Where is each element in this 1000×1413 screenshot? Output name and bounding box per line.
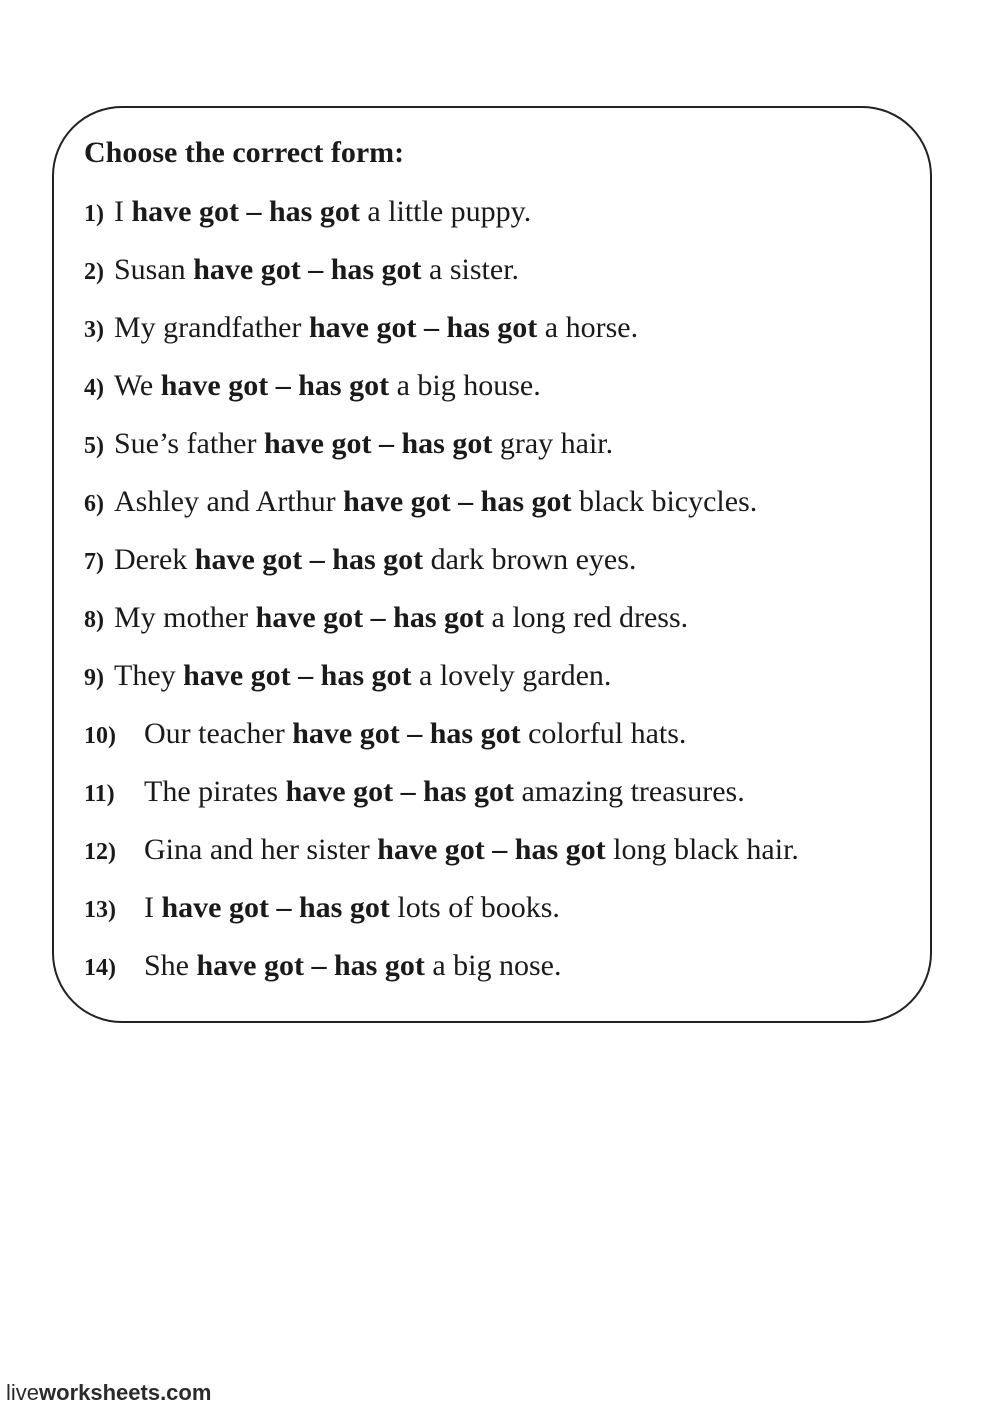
logo-bold-text: worksheets.com: [39, 1380, 212, 1405]
option-has-got[interactable]: has got: [334, 949, 425, 982]
sentence-start: The pirates: [144, 775, 279, 808]
sentence-end: a big house.: [396, 369, 541, 402]
exercise-item: [84, 540, 799, 598]
sentence-start: Sue’s father: [114, 427, 257, 460]
option-separator: –: [458, 485, 474, 518]
option-separator: –: [246, 195, 262, 228]
sentence-end: long black hair.: [613, 833, 799, 866]
option-separator: –: [370, 601, 386, 634]
option-has-got[interactable]: has got: [299, 891, 390, 924]
liveworksheets-logo: [6, 1380, 211, 1406]
item-number: 6): [84, 491, 104, 517]
item-number: 4): [84, 375, 104, 401]
exercise-item: [84, 366, 799, 424]
item-number: 8): [84, 607, 104, 633]
option-have-got[interactable]: have got: [285, 775, 394, 808]
option-separator: –: [378, 427, 394, 460]
option-has-got[interactable]: has got: [446, 311, 538, 344]
sentence-end: a little puppy.: [367, 195, 532, 228]
option-has-got[interactable]: has got: [401, 427, 493, 460]
sentence-start: Ashley and Arthur: [114, 485, 336, 518]
item-number: 11): [84, 781, 115, 807]
option-have-got[interactable]: have got: [193, 253, 301, 286]
option-have-got[interactable]: have got: [377, 833, 485, 866]
option-separator: –: [400, 775, 416, 808]
option-have-got[interactable]: have got: [292, 717, 400, 750]
option-separator: –: [311, 949, 327, 982]
exercise-item: [84, 598, 799, 656]
exercise-item: [84, 424, 799, 482]
option-has-got[interactable]: has got: [298, 369, 390, 402]
option-have-got[interactable]: have got: [183, 659, 291, 692]
sentence-start: My mother: [114, 601, 249, 634]
sentence-start: I: [144, 891, 154, 924]
option-has-got[interactable]: has got: [330, 253, 422, 286]
item-number: 2): [84, 259, 104, 285]
exercise-list: [84, 192, 799, 1004]
option-have-got[interactable]: have got: [308, 311, 417, 344]
sentence-start: My grandfather: [114, 311, 302, 344]
option-has-got[interactable]: has got: [320, 659, 412, 692]
option-separator: –: [309, 543, 325, 576]
sentence-end: lots of books.: [397, 891, 560, 924]
instructions-heading: Choose the correct form:: [84, 136, 405, 169]
exercise-item: [84, 772, 799, 830]
option-have-got[interactable]: have got: [343, 485, 451, 518]
item-number: 9): [84, 665, 104, 691]
sentence-start: Our teacher: [144, 717, 285, 750]
sentence-end: a horse.: [544, 311, 639, 344]
item-number: 7): [84, 549, 104, 575]
exercise-item: [84, 888, 799, 946]
item-number: 5): [84, 433, 104, 459]
exercise-item: [84, 830, 799, 888]
sentence-end: colorful hats.: [528, 717, 687, 750]
option-have-got[interactable]: have got: [161, 891, 269, 924]
option-has-got[interactable]: has got: [332, 543, 424, 576]
item-number: 10): [84, 723, 116, 749]
option-separator: –: [298, 659, 314, 692]
exercise-item: [84, 192, 799, 250]
item-number: 13): [84, 897, 116, 923]
option-has-got[interactable]: has got: [514, 833, 606, 866]
sentence-start: Susan: [114, 253, 186, 286]
exercise-item: [84, 946, 799, 1004]
item-number: 12): [84, 839, 116, 865]
option-have-got[interactable]: have got: [196, 949, 304, 982]
exercise-item: [84, 656, 799, 714]
option-has-got[interactable]: has got: [393, 601, 485, 634]
sentence-end: gray hair.: [499, 427, 614, 460]
option-separator: –: [423, 311, 439, 344]
option-has-got[interactable]: has got: [423, 775, 514, 808]
logo-light-text: live: [6, 1380, 40, 1405]
exercise-item: [84, 250, 799, 308]
option-separator: –: [407, 717, 423, 750]
sentence-end: a long red dress.: [491, 601, 689, 634]
sentence-end: amazing treasures.: [521, 775, 745, 808]
option-have-got[interactable]: have got: [263, 427, 372, 460]
sentence-start: She: [144, 949, 189, 982]
sentence-start: They: [114, 659, 176, 692]
option-has-got[interactable]: has got: [480, 485, 572, 518]
sentence-end: black bicycles.: [579, 485, 758, 518]
sentence-start: I: [114, 195, 124, 228]
option-has-got[interactable]: has got: [269, 195, 360, 228]
item-number: 3): [84, 317, 104, 343]
option-have-got[interactable]: have got: [131, 195, 239, 228]
sentence-end: a sister.: [429, 253, 520, 286]
option-have-got[interactable]: have got: [255, 601, 364, 634]
sentence-end: a big nose.: [432, 949, 562, 982]
option-have-got[interactable]: have got: [160, 369, 269, 402]
option-separator: –: [276, 891, 292, 924]
exercise-item: [84, 308, 799, 366]
exercise-item: [84, 714, 799, 772]
option-separator: –: [275, 369, 291, 402]
item-number: 14): [84, 955, 116, 981]
exercise-item: [84, 482, 799, 540]
option-separator: –: [308, 253, 324, 286]
option-separator: –: [492, 833, 508, 866]
option-have-got[interactable]: have got: [194, 543, 303, 576]
sentence-start: Gina and her sister: [144, 833, 370, 866]
item-number: 1): [84, 201, 104, 227]
sentence-end: dark brown eyes.: [430, 543, 637, 576]
sentence-end: a lovely garden.: [419, 659, 612, 692]
sentence-start: Derek: [114, 543, 188, 576]
option-has-got[interactable]: has got: [429, 717, 521, 750]
sentence-start: We: [114, 369, 154, 402]
